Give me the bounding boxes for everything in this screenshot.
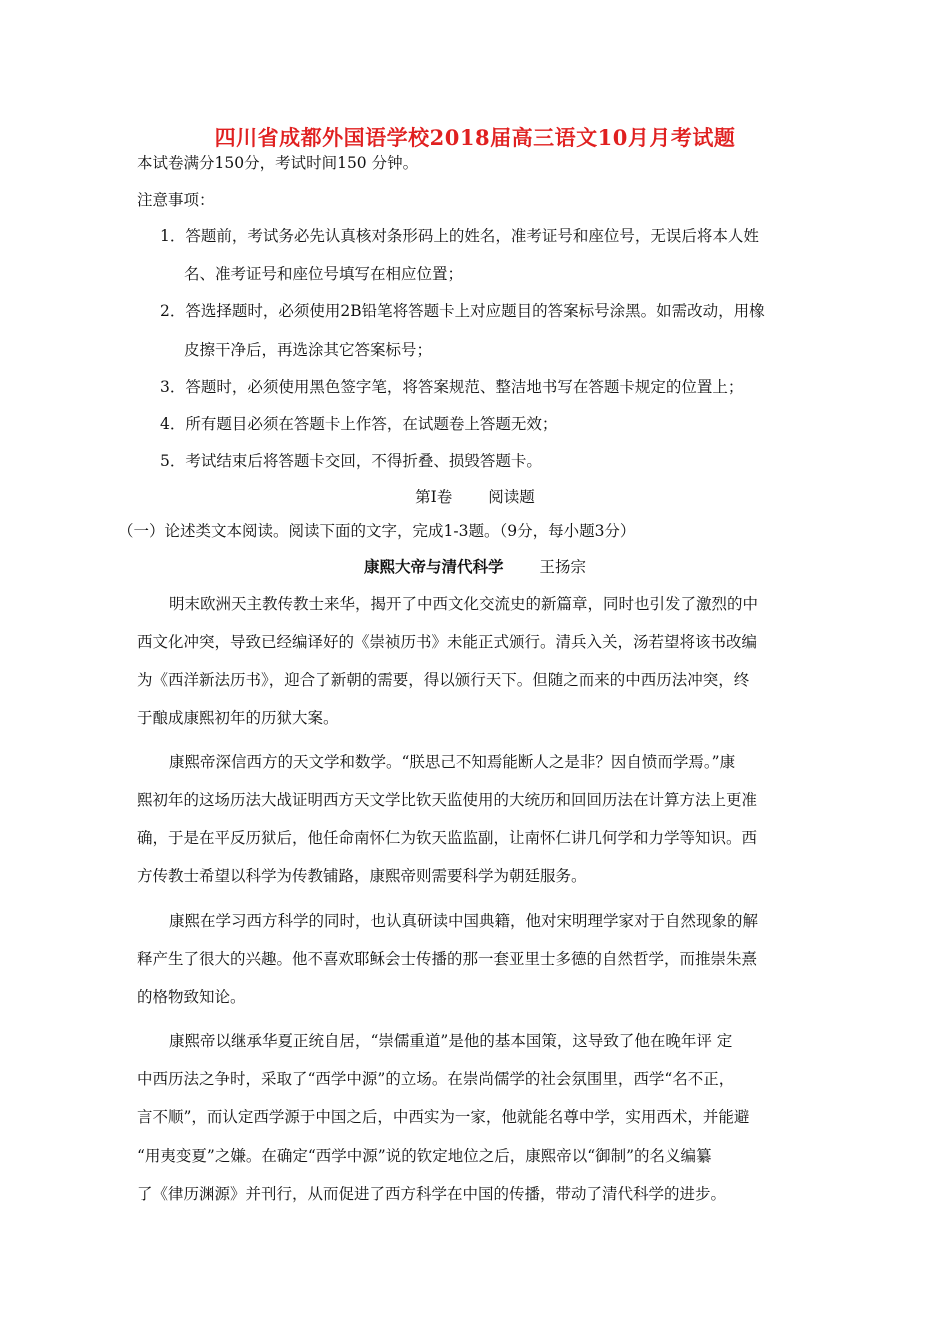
notice-item-1: 1．答题前，考试务必先认真核对条形码上的姓名，准考证号和座位号，无误后将本人姓 xyxy=(160,227,759,245)
article-line: 的格物致知论。 xyxy=(137,988,246,1006)
article-line: “用夷变夏”之嫌。在确定“西学中源”说的钦定地位之后，康熙帝以“御制”的名义编纂 xyxy=(137,1147,712,1165)
article-author: 王扬宗 xyxy=(539,558,587,576)
article-line: 方传教士希望以科学为传教铺路，康熙帝则需要科学为朝廷服务。 xyxy=(137,867,587,885)
notice-item-2: 2．答选择题时，必须使用2B铅笔将答题卡上对应题目的答案标号涂黑。如需改动，用橡 xyxy=(160,302,765,320)
exam-meta: 本试卷满分150分，考试时间150 分钟。 xyxy=(137,154,419,172)
part-intro: （一）论述类文本阅读。阅读下面的文字，完成1-3题。（9分，每小题3分） xyxy=(118,522,636,540)
notice-item-4: 4．所有题目必须在答题卡上作答，在试题卷上答题无效； xyxy=(160,415,558,433)
section-label: 第Ⅰ卷 xyxy=(415,488,453,506)
article-line: 康熙在学习西方科学的同时，也认真研读中国典籍，他对宋明理学家对于自然现象的解 xyxy=(169,912,759,930)
article-line: 中西历法之争时，采取了“西学中源”的立场。在崇尚儒学的社会氛围里，西学“名不正， xyxy=(137,1070,735,1088)
article-line: 言不顺”，而认定西学源于中国之后，中西实为一家，他就能名尊中学，实用西术，并能避 xyxy=(137,1108,750,1126)
section-heading xyxy=(0,486,950,508)
article-line: 了《律历渊源》并刊行，从而促进了西方科学在中国的传播，带动了清代科学的进步。 xyxy=(137,1185,727,1203)
article-heading xyxy=(0,556,950,578)
exam-title: 四川省成都外国语学校2018届高三语文10月月考试题 xyxy=(214,125,736,150)
article-line: 明末欧洲天主教传教士来华，揭开了中西文化交流史的新篇章，同时也引发了激烈的中 xyxy=(169,595,759,613)
article-title: 康熙大帝与清代科学 xyxy=(363,557,504,576)
article-line: 康熙帝深信西方的天文学和数学。“朕思己不知焉能断人之是非？因自愤而学焉。”康 xyxy=(169,753,736,771)
article-line: 确，于是在平反历狱后，他任命南怀仁为钦天监监副，让南怀仁讲几何学和力学等知识。西 xyxy=(137,829,758,847)
article-line: 熙初年的这场历法大战证明西方天文学比钦天监使用的大统历和回回历法在计算方法上更准 xyxy=(137,791,758,809)
notice-item-3: 3．答题时，必须使用黑色签字笔，将答案规范、整洁地书写在答题卡规定的位置上； xyxy=(160,378,744,396)
article-line: 于酿成康熙初年的历狱大案。 xyxy=(137,709,339,727)
notice-item-5: 5．考试结束后将答题卡交回，不得折叠、损毁答题卡。 xyxy=(160,452,542,470)
section-name: 阅读题 xyxy=(488,488,535,506)
article-line: 西文化冲突，导致已经编译好的《崇祯历书》未能正式颁行。清兵入关，汤若望将该书改编 xyxy=(137,633,758,651)
notice-item-1-cont: 名、准考证号和座位号填写在相应位置； xyxy=(184,265,464,283)
notice-heading: 注意事项： xyxy=(137,191,215,209)
article-line: 为《西洋新法历书》，迎合了新朝的需要，得以颁行天下。但随之而来的中西历法冲突，终 xyxy=(137,671,750,689)
article-line: 康熙帝以继承华夏正统自居，“崇儒重道”是他的基本国策，这导致了他在晚年评 定 xyxy=(169,1032,733,1050)
article-line: 释产生了很大的兴趣。他不喜欢耶稣会士传播的那一套亚里士多德的自然哲学，而推崇朱熹 xyxy=(137,950,758,968)
notice-item-2-cont: 皮擦干净后，再选涂其它答案标号； xyxy=(184,341,433,359)
